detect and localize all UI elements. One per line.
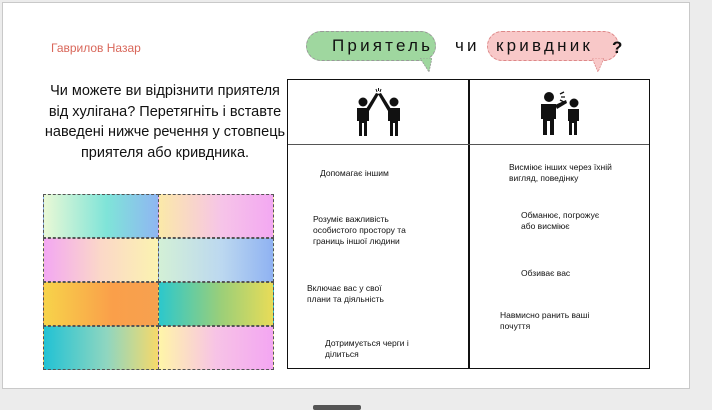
column-divider — [468, 80, 470, 368]
drag-tile-2[interactable] — [158, 194, 274, 238]
bully-statement-2[interactable]: Обманює, погрожує або висміює — [521, 210, 600, 231]
bully-statement-1[interactable]: Висміює інших через їхній вигляд, поведінку — [509, 162, 612, 183]
scroll-indicator[interactable] — [313, 405, 361, 410]
title-friend: Приятель — [332, 36, 434, 55]
title-or: чи — [455, 36, 480, 55]
friend-statement-1[interactable]: Допомагає іншим — [320, 168, 389, 178]
high-five-icon — [352, 88, 406, 138]
bully-statement-4[interactable]: Навмисно ранить ваші почуття — [500, 310, 590, 331]
drag-tile-7[interactable] — [43, 326, 159, 370]
bully-bubble-tail — [592, 58, 604, 72]
author-name: Гаврилов Назар — [51, 41, 141, 55]
title-question-mark: ? — [612, 38, 623, 57]
drag-tile-4[interactable] — [158, 238, 274, 282]
drag-tile-5[interactable] — [43, 282, 159, 326]
header-divider — [288, 144, 649, 145]
drag-tile-8[interactable] — [158, 326, 274, 370]
drag-tile-1[interactable] — [43, 194, 159, 238]
friend-statement-4[interactable]: Дотримується черги і ділиться — [325, 338, 409, 359]
friend-statement-2[interactable]: Розуміє важливість особистого простору та границь іншої людини — [313, 214, 406, 246]
bully-statement-3[interactable]: Обзиває вас — [521, 268, 571, 278]
bullying-icon — [536, 88, 584, 138]
drag-tile-6[interactable] — [158, 282, 274, 326]
friend-bubble-tail — [420, 58, 432, 72]
instructions-text: Чи можете ви відрізнити приятеля від хулігана? Перетягніть і вставте наведені нижче речення у стовпець приятеля або кривдника. — [44, 83, 286, 161]
friend-statement-3[interactable]: Включає вас у свої плани та діяльність — [307, 283, 384, 304]
title-bully: кривдник — [496, 36, 594, 55]
drag-tile-3[interactable] — [43, 238, 159, 282]
